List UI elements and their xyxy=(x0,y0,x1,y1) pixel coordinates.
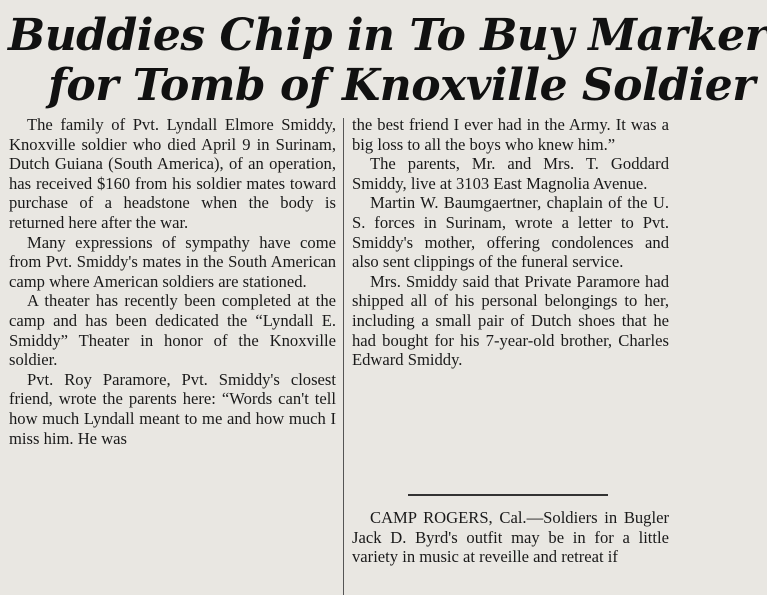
right-column xyxy=(352,115,669,370)
paragraph: the best friend I ever had in the Army. It was a big loss to all the boys who knew him.” xyxy=(352,115,669,154)
headline-line-2: for Tomb of Knoxville Soldier xyxy=(48,60,755,111)
paragraph: Many expressions of sympathy have come from Pvt. Smiddy's mates in the South American camp where American soldiers are stationed. xyxy=(9,232,336,291)
paragraph: The parents, Mr. and Mrs. T. Goddard Smiddy, live at 3103 East Magnolia Avenue. xyxy=(352,154,669,193)
paragraph: A theater has recently been completed at the camp and has been dedicated the “Lyndall E. Smiddy” Theater in honor of the Knoxville soldier. xyxy=(9,291,336,370)
paragraph: Mrs. Smiddy said that Private Paramore had shipped all of his personal belongings to her, including a small pair of Dutch shoes that he had bought for his 7-year-old brother, Charles Edward Smiddy. xyxy=(352,271,669,370)
next-article xyxy=(352,508,669,567)
headline-line-1: Buddies Chip in To Buy Marker xyxy=(8,10,767,61)
paragraph: Martin W. Baumgaertner, chaplain of the U. S. forces in Surinam, wrote a letter to Pvt. Smiddy's mother, offering condolences and also sent clippings of the funeral service. xyxy=(352,193,669,272)
paragraph: Pvt. Roy Paramore, Pvt. Smiddy's closest friend, wrote the parents here: “Words can't tell how much Lyndall meant to me and how much I miss him. He was xyxy=(9,369,336,448)
paragraph: The family of Pvt. Lyndall Elmore Smiddy, Knoxville soldier who died April 9 in Surinam, Dutch Guiana (South America), of an operation, has received $160 from his soldier mates toward purchase of a headstone when the body is returned here after the war. xyxy=(9,115,336,232)
column-divider xyxy=(343,118,344,595)
paragraph: CAMP ROGERS, Cal.—Soldiers in Bugler Jack D. Byrd's outfit may be in for a little variety in music at reveille and retreat if xyxy=(352,508,669,567)
article-separator xyxy=(408,494,608,496)
left-column xyxy=(9,115,336,448)
